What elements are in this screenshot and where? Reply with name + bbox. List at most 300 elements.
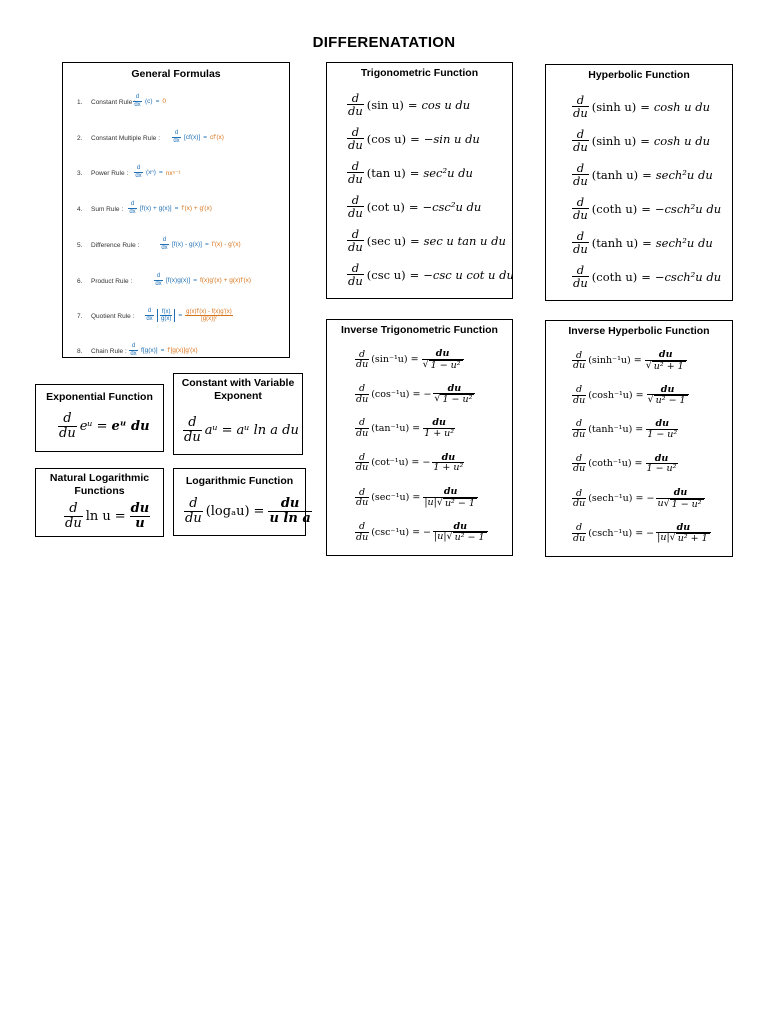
equals: = — [642, 167, 652, 182]
equals: = — [641, 269, 651, 284]
derivative-operator — [572, 128, 589, 153]
fraction-denominator: du — [573, 174, 588, 189]
fraction-numerator: d — [351, 193, 360, 207]
square-root — [447, 532, 487, 543]
fraction-numerator: d — [351, 125, 360, 139]
function-argument: (cos⁻¹u) — [371, 388, 410, 400]
result-numerator: du — [441, 451, 456, 463]
formula-result: sech²u du — [655, 167, 713, 182]
derivative-operator — [572, 230, 589, 255]
square-root — [423, 360, 463, 371]
rule-number: 3. — [77, 170, 83, 177]
rule-number: 2. — [77, 135, 83, 142]
derivative-operator — [355, 418, 369, 439]
equals: = — [635, 389, 644, 401]
result-numerator: du — [658, 349, 673, 360]
formula-row — [347, 228, 506, 253]
const-var-formula: $\frac{d}{du}$ aᵘ = aᵘ ln a du — [184, 415, 299, 445]
equals: = — [410, 131, 420, 146]
radical-sign: √ — [645, 359, 652, 371]
result-numerator: du — [453, 520, 468, 532]
derivative-operator — [572, 162, 589, 187]
d-numerator: d — [162, 237, 167, 243]
result-fraction — [422, 349, 464, 371]
result-numerator: du — [660, 383, 675, 395]
fraction-denominator: du — [573, 242, 588, 257]
function-argument: (coth u) — [591, 201, 638, 216]
formula-result: −csc u cot u du — [423, 267, 514, 282]
result-fraction — [433, 384, 475, 406]
fraction-numerator: d — [351, 159, 360, 173]
radical-sign: √ — [434, 393, 441, 405]
derivative-operator — [572, 489, 586, 510]
d-denominator: dx — [146, 316, 153, 322]
rule-number: 1. — [77, 99, 83, 106]
formula-result: −csc²u du — [422, 199, 482, 214]
rule-expression — [129, 343, 198, 358]
rule-lhs: f[g(x)] — [141, 347, 158, 354]
nat-log-title: Natural Logarithmic Functions — [49, 472, 150, 497]
derivative-operator — [154, 273, 163, 288]
d-numerator: d — [131, 343, 136, 349]
quotient-den: g(x) — [161, 316, 172, 322]
const-var-box — [173, 373, 303, 455]
formula-result: sech²u du — [655, 235, 713, 250]
denominator-prefix: |u| — [657, 532, 670, 544]
fraction-denominator: du — [356, 497, 369, 509]
hyper-title: Hyperbolic Function — [588, 69, 690, 81]
fraction-denominator: du — [573, 140, 588, 155]
rule-expression — [160, 237, 241, 252]
denominator-prefix: u — [657, 497, 664, 509]
function-argument: (sech⁻¹u) — [588, 493, 633, 505]
radicand: u² + 1 — [653, 360, 684, 372]
result-denominator — [646, 464, 678, 474]
formula-row — [347, 160, 473, 185]
radicand: u² − 1 — [655, 395, 686, 407]
d-denominator: dx — [135, 173, 142, 179]
result-numerator: du — [676, 521, 691, 533]
function-argument: (csc⁻¹u) — [371, 526, 410, 538]
fraction-numerator: d — [359, 451, 366, 463]
d-denominator: dx — [129, 209, 136, 215]
function-argument: (sin⁻¹u) — [371, 354, 408, 366]
square-root — [664, 499, 704, 510]
rule-rhs: 0 — [162, 98, 167, 105]
result-fraction — [423, 487, 478, 509]
rule-number: 6. — [77, 278, 83, 285]
fraction-numerator: d — [351, 227, 360, 241]
rule-rhs: nxⁿ⁻¹ — [165, 169, 181, 177]
equals: = — [203, 134, 208, 141]
formula-result: cos u du — [421, 97, 471, 112]
radicand: 1 − u² — [442, 394, 473, 406]
formula-result: −sin u du — [423, 131, 480, 146]
result-denominator — [423, 498, 478, 509]
fraction-numerator: d — [576, 384, 583, 395]
nat-log-box — [35, 468, 164, 537]
radical-sign: √ — [669, 532, 676, 544]
equals: = — [633, 355, 642, 367]
result-fraction — [646, 454, 678, 475]
fraction-denominator: du — [573, 208, 588, 223]
square-root — [646, 361, 686, 372]
fraction-numerator: d — [576, 229, 585, 243]
denominator-prefix: |u| — [424, 496, 437, 508]
fraction-denominator: du — [356, 462, 369, 474]
formula-row — [355, 487, 478, 509]
fraction-numerator: d — [359, 486, 366, 498]
general-rule-row — [63, 272, 289, 292]
formula-row — [355, 418, 455, 439]
quotient-rhs-num: g(x)f'(x) - f(x)g'(x) — [186, 308, 232, 315]
rule-label: Chain Rule : — [91, 348, 127, 355]
minus-sign: − — [423, 526, 432, 538]
result-fraction — [433, 522, 488, 544]
function-argument: (coth⁻¹u) — [588, 458, 632, 470]
function-argument: (csch⁻¹u) — [588, 527, 633, 539]
d-denominator: dx — [173, 138, 180, 144]
inv-hyper-title: Inverse Hyperbolic Function — [568, 325, 710, 337]
rule-rhs: f(x)g'(x) + g(x)f'(x) — [200, 277, 252, 284]
general-formulas-box — [62, 62, 290, 358]
rule-label: Product Rule : — [91, 278, 133, 285]
hyper-box — [545, 64, 733, 301]
formula-row — [355, 384, 475, 406]
rule-expression — [133, 94, 166, 109]
fraction-denominator: du — [356, 531, 369, 543]
fraction-numerator: d — [576, 127, 585, 141]
formula-row — [355, 522, 488, 544]
formula-row — [572, 94, 710, 119]
formula-row — [572, 264, 721, 289]
result-denominator — [433, 394, 475, 405]
radicand: u² − 1 — [454, 532, 485, 544]
result-denominator — [646, 430, 678, 440]
equals: = — [409, 233, 420, 248]
fraction-denominator: du — [348, 240, 363, 255]
fraction-denominator: du — [573, 498, 586, 510]
equals: = — [640, 133, 650, 148]
rule-number: 7. — [77, 313, 83, 320]
d-denominator: dx — [161, 245, 168, 251]
derivative-operator — [572, 419, 586, 440]
fraction-numerator: d — [351, 261, 360, 275]
radicand: u² − 1 — [444, 497, 475, 509]
inv-trig-title: Inverse Trigonometric Function — [341, 324, 498, 336]
derivative-operator — [347, 160, 364, 185]
radicand: 1 − u² — [671, 498, 702, 510]
trig-title: Trigonometric Function — [360, 67, 479, 79]
derivative-operator — [572, 523, 586, 544]
minus-sign: − — [422, 457, 431, 469]
inv-hyper-box — [545, 320, 733, 557]
fraction-denominator: du — [573, 428, 586, 440]
denominator-text: 1 − u² — [646, 463, 677, 475]
result-denominator — [645, 361, 687, 372]
formula-row — [572, 350, 687, 372]
result-numerator: du — [655, 418, 670, 429]
formula-row — [572, 196, 721, 221]
derivative-operator — [355, 522, 369, 543]
rule-label: Quotient Rule : — [91, 313, 135, 320]
formula-row — [347, 262, 514, 287]
equals: = — [178, 312, 183, 319]
derivative-operator — [160, 237, 169, 252]
function-argument: (tan⁻¹u) — [371, 422, 410, 434]
function-argument: (tanh u) — [591, 167, 639, 182]
derivative-operator — [572, 454, 586, 475]
fraction-numerator: d — [576, 93, 585, 107]
fraction-denominator: du — [573, 106, 588, 121]
radical-sign: √ — [446, 531, 453, 543]
derivative-operator — [133, 94, 142, 109]
formula-row — [347, 194, 481, 219]
formula-result: sec u tan u du — [423, 233, 506, 248]
d-numerator: d — [147, 308, 152, 314]
fraction-numerator: d — [576, 349, 583, 361]
derivative-operator — [347, 92, 364, 117]
derivative-operator — [355, 453, 369, 474]
rule-rhs: f'(x) + g'(x) — [181, 205, 212, 212]
formula-row — [572, 454, 678, 475]
formula-row — [355, 349, 464, 371]
fraction-denominator: du — [356, 427, 369, 439]
general-rule-row — [63, 164, 289, 184]
fraction-numerator: d — [576, 452, 583, 464]
formula-row — [572, 385, 689, 407]
derivative-operator — [355, 350, 369, 371]
rule-expression — [128, 201, 212, 216]
rule-rhs: cf'(x) — [210, 134, 224, 141]
square-root — [434, 394, 474, 405]
derivative-operator — [347, 126, 364, 151]
derivative-operator — [572, 94, 589, 119]
d-denominator: dx — [134, 102, 141, 108]
equals: = — [635, 493, 644, 505]
fraction-denominator: du — [573, 394, 586, 406]
equals: = — [409, 267, 420, 282]
fraction-denominator: du — [348, 138, 363, 153]
equals: = — [412, 388, 421, 400]
general-rule-row — [63, 93, 289, 113]
denominator-text: 1 − u² — [647, 428, 678, 440]
function-argument: (cosh⁻¹u) — [588, 389, 633, 401]
function-argument: (cos u) — [366, 131, 407, 146]
quotient-rhs-den: [g(x)]² — [201, 316, 217, 322]
rule-lhs: [f(x) - g(x)] — [172, 241, 202, 248]
fraction-numerator: d — [576, 263, 585, 277]
result-numerator: du — [432, 417, 446, 428]
d-numerator: d — [156, 273, 161, 279]
function-argument: (cot u) — [366, 199, 405, 214]
general-rule-row — [63, 236, 289, 256]
fraction-numerator: d — [576, 522, 583, 533]
equals: = — [158, 169, 163, 176]
formula-row — [347, 126, 480, 151]
rule-rhs: f'(x) - g'(x) — [211, 241, 241, 248]
denominator-text: 1 + u² — [424, 427, 455, 439]
formula-row — [572, 230, 713, 255]
minus-sign: − — [423, 388, 432, 400]
equals: = — [407, 97, 418, 112]
equals: = — [160, 347, 165, 354]
fraction-numerator: d — [359, 417, 366, 428]
rule-label: Sum Rule : — [91, 206, 124, 213]
formula-row — [347, 92, 470, 117]
inv-trig-box — [326, 319, 513, 556]
derivative-operator — [347, 194, 364, 219]
d-numerator: d — [174, 130, 179, 136]
function-argument: (sec u) — [366, 233, 406, 248]
fraction-numerator: d — [359, 348, 366, 360]
result-fraction — [432, 453, 464, 474]
fraction-denominator: du — [356, 359, 369, 371]
result-denominator — [656, 499, 704, 510]
fraction-denominator: du — [348, 206, 363, 221]
result-numerator: du — [654, 452, 669, 464]
derivative-operator — [355, 384, 369, 405]
nat-log-formula: $\frac{d}{du}$ ln u = $\frac{du}{u}$ — [65, 501, 150, 531]
general-rule-row — [63, 307, 289, 327]
fraction-numerator: d — [359, 521, 366, 532]
minus-sign: − — [646, 527, 655, 539]
radical-sign: √ — [422, 358, 429, 370]
rule-expression — [172, 130, 224, 145]
result-numerator: du — [443, 486, 458, 497]
derivative-operator — [145, 308, 154, 323]
equals: = — [640, 99, 650, 114]
equals: = — [411, 457, 420, 469]
rule-lhs: [f(x) + g(x)] — [140, 205, 172, 212]
derivative-operator — [128, 201, 137, 216]
function-argument: (tanh⁻¹u) — [588, 423, 633, 435]
formula-result: cosh u du — [653, 99, 711, 114]
formula-row — [572, 419, 678, 440]
fraction-denominator: du — [356, 393, 369, 405]
function-argument: (tan u) — [366, 165, 406, 180]
derivative-operator — [572, 264, 589, 289]
radical-sign: √ — [436, 496, 443, 508]
fraction-numerator: d — [576, 161, 585, 175]
equals: = — [412, 492, 421, 504]
derivative-operator — [129, 343, 138, 358]
rule-rhs: f'[g(x)]g'(x) — [167, 347, 198, 354]
rule-expression — [145, 308, 233, 323]
formula-result: −csch²u du — [654, 201, 722, 216]
denominator-text: 1 + u² — [433, 462, 464, 474]
derivative-operator — [572, 385, 586, 406]
exp-formula: $\frac{d}{du}$ eᵘ = eᵘ du — [59, 411, 150, 441]
result-numerator: du — [673, 487, 688, 498]
log-title: Logarithmic Function — [185, 475, 294, 487]
result-fraction — [647, 385, 689, 407]
fraction-numerator: d — [351, 91, 360, 105]
const-var-title: Constant with Variable Exponent — [181, 377, 295, 402]
radical-sign: √ — [663, 497, 670, 509]
equals: = — [634, 458, 643, 470]
fraction-denominator: du — [348, 274, 363, 289]
square-root — [648, 395, 688, 406]
rule-number: 5. — [77, 242, 83, 249]
rule-lhs: (c) — [145, 98, 153, 105]
fraction-denominator: du — [348, 172, 363, 187]
formula-row — [572, 523, 711, 545]
function-argument: (sin u) — [366, 97, 404, 112]
quotient-num: f(x) — [161, 308, 171, 315]
equals: = — [409, 165, 420, 180]
square-root — [437, 498, 477, 509]
formula-row — [572, 128, 710, 153]
result-fraction — [656, 488, 704, 510]
rule-expression — [154, 273, 251, 288]
formula-result: sec²u du — [423, 165, 473, 180]
general-rule-row — [63, 200, 289, 220]
derivative-operator — [172, 130, 181, 145]
log-box — [173, 468, 311, 536]
rule-expression — [134, 165, 181, 180]
derivative-operator — [347, 262, 364, 287]
fraction-denominator: du — [573, 276, 588, 291]
function-argument: (sec⁻¹u) — [371, 492, 410, 504]
equals: = — [635, 527, 644, 539]
equals: = — [193, 277, 197, 284]
derivative-operator — [347, 228, 364, 253]
d-numerator: d — [130, 201, 135, 207]
result-fraction — [423, 418, 455, 439]
function-argument: (csc u) — [366, 267, 406, 282]
equals: = — [642, 235, 652, 250]
exp-box — [35, 384, 164, 452]
result-denominator — [656, 533, 711, 544]
formula-row — [572, 162, 713, 187]
general-rule-row — [63, 342, 289, 362]
result-denominator — [422, 360, 464, 371]
equals: = — [412, 526, 421, 538]
rule-number: 4. — [77, 206, 83, 213]
denominator-prefix: |u| — [434, 531, 447, 543]
fraction-denominator: du — [573, 463, 586, 475]
formula-result: cosh u du — [653, 133, 711, 148]
rule-number: 8. — [77, 348, 83, 355]
equals: = — [641, 201, 651, 216]
equals: = — [408, 199, 419, 214]
function-argument: (tanh u) — [591, 235, 639, 250]
rule-lhs: [f(x)g(x)] — [166, 277, 191, 284]
equals: = — [635, 423, 644, 435]
result-denominator — [423, 429, 455, 439]
log-formula: $\frac{d}{du}$ (logₐu) = $\frac{du}{\text{u ln a}}$ — [185, 496, 311, 526]
function-argument: (cot⁻¹u) — [371, 457, 409, 469]
fraction-denominator: du — [573, 360, 586, 372]
exp-title: Exponential Function — [46, 391, 153, 403]
trig-box — [326, 62, 513, 299]
result-fraction — [646, 419, 678, 440]
radical-sign: √ — [647, 394, 654, 406]
rule-label: Power Rule : — [91, 170, 129, 177]
square-root — [670, 533, 710, 544]
d-denominator: dx — [155, 281, 162, 287]
formula-row — [572, 488, 705, 510]
derivative-operator — [572, 196, 589, 221]
formula-result: −csch²u du — [654, 269, 722, 284]
result-denominator — [432, 463, 464, 473]
equals: = — [155, 98, 160, 105]
fraction-numerator: d — [576, 487, 583, 499]
fraction-denominator: du — [573, 532, 586, 544]
general-rule-row — [63, 129, 289, 149]
equals: = — [204, 241, 209, 248]
